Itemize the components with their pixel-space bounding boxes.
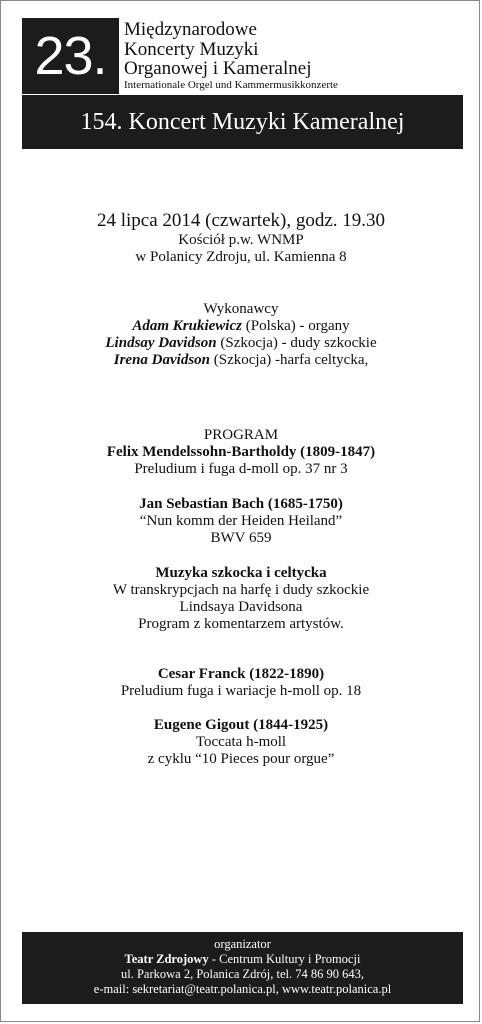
footer-org [22,952,463,967]
performer-row [0,352,482,369]
footer-org-rest: - Centrum Kultury i Promocji [208,952,361,966]
program-item [0,496,482,547]
footer-contact: e-mail: sekretariat@teatr.polanica.pl, www.teatr.polanica.pl [93,982,392,996]
program-work: Preludium fuga i wariacje h-moll op. 18 [120,683,362,699]
program-composer: Cesar Franck (1822-1890) [157,666,325,682]
festival-line-2: Koncerty Muzyki [124,38,259,60]
program-composer: Eugene Gigout (1844-1925) [153,717,329,733]
program-composer: Felix Mendelssohn-Bartholdy (1809-1847) [106,444,376,460]
event-info [0,210,482,266]
performers-heading: Wykonawcy [203,301,279,317]
concert-title: 154. Koncert Muzyki Kameralnej [22,95,463,149]
program-composer: Muzyka szkocka i celtycka [155,565,327,581]
footer-address: ul. Parkowa 2, Polanica Zdrój, tel. 74 86 90 643, [120,967,365,981]
program-item [0,666,482,700]
festival-name [124,20,464,92]
program-heading: PROGRAM [203,427,279,443]
organizer-footer [22,932,463,1004]
performer-detail: (Szkocja) -harfa celtycka, [210,352,369,368]
performer-detail: (Szkocja) - dudy szkockie [216,335,377,351]
program-work: Toccata h-moll [195,734,287,750]
festival-line-3: Organowej i Kameralnej [124,58,312,79]
program-composer: Jan Sebastian Bach (1685-1750) [139,496,343,512]
event-venue: Kościół p.w. WNMP [178,232,304,248]
performer-name: Irena Davidson [113,352,210,368]
event-date-time: 24 lipca 2014 (czwartek), godz. 19.30 [96,210,386,231]
program-work: Lindsaya Davidsona [179,599,303,615]
program-work: z cyklu “10 Pieces pour orgue” [147,751,335,767]
footer-label: organizator [214,937,271,951]
edition-number: 23. [22,18,119,94]
program-work: “Nun komm der Heiden Heiland” [139,513,343,529]
performer-name: Adam Krukiewicz [132,318,242,334]
festival-subtitle: Internationale Orgel und Kammermusikkonzerte [124,78,338,91]
program-item [0,717,482,768]
program-work: BWV 659 [210,530,272,546]
program-work: Preludium i fuga d-moll op. 37 nr 3 [134,461,348,477]
program-work: W transkrypcjach na harfę i dudy szkockie [112,582,370,598]
festival-line-1: Międzynarodowe [124,19,257,40]
program-section [0,427,482,478]
program-item [0,565,482,633]
footer-org-name: Teatr Zdrojowy [124,952,209,966]
performer-row [0,318,482,335]
performer-detail: (Polska) - organy [241,318,350,334]
program-work: Program z komentarzem artystów. [138,616,344,632]
performers-section [0,301,482,369]
performer-name: Lindsay Davidson [105,335,217,351]
event-address: w Polanicy Zdroju, ul. Kamienna 8 [135,249,347,265]
performer-row [0,335,482,352]
